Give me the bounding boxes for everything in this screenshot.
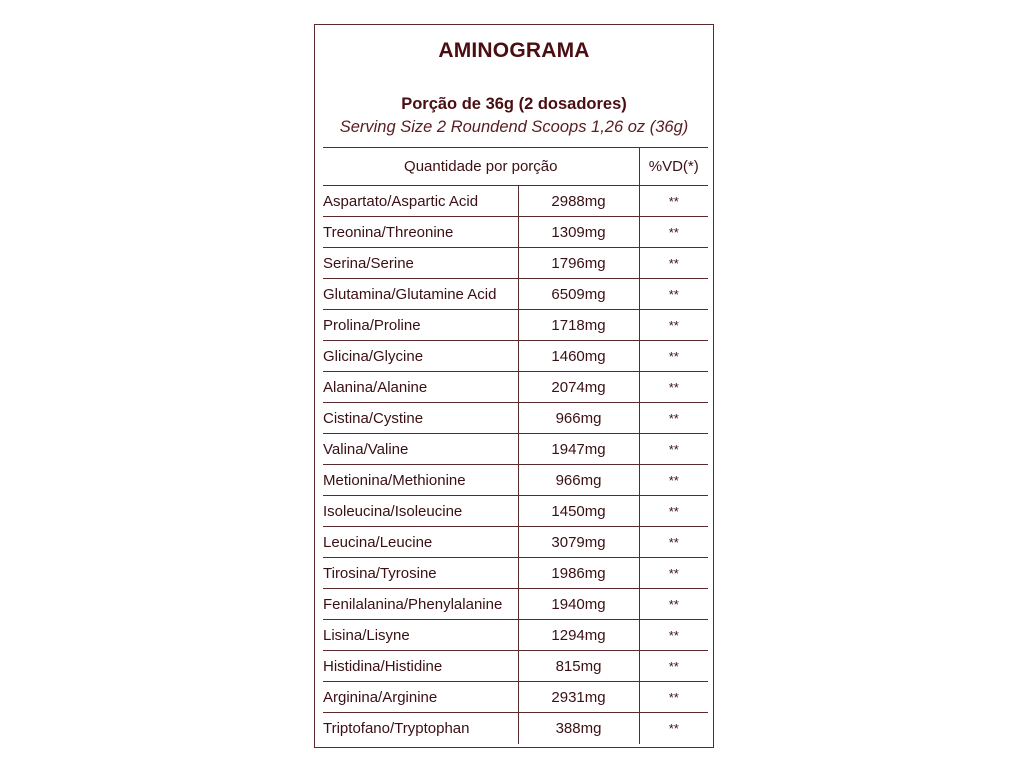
amino-acid-amount: 1718mg <box>518 310 639 341</box>
daily-value: ** <box>639 372 708 403</box>
amino-acid-amount: 3079mg <box>518 527 639 558</box>
amino-acid-name: Metionina/Methionine <box>323 465 518 496</box>
amino-acid-name: Glicina/Glycine <box>323 341 518 372</box>
table-row <box>323 589 708 620</box>
table-row <box>323 682 708 713</box>
daily-value: ** <box>639 248 708 279</box>
table-row <box>323 279 708 310</box>
amino-acid-amount: 2988mg <box>518 186 639 217</box>
daily-value: ** <box>639 620 708 651</box>
table-body <box>323 186 708 744</box>
daily-value: ** <box>639 279 708 310</box>
table-header-row <box>323 148 708 186</box>
daily-value: ** <box>639 465 708 496</box>
amino-acid-name: Tirosina/Tyrosine <box>323 558 518 589</box>
amino-acid-name: Glutamina/Glutamine Acid <box>323 279 518 310</box>
daily-value: ** <box>639 341 708 372</box>
table-row <box>323 310 708 341</box>
amino-acid-amount: 1796mg <box>518 248 639 279</box>
daily-value: ** <box>639 713 708 744</box>
daily-value: ** <box>639 651 708 682</box>
amino-acid-amount: 6509mg <box>518 279 639 310</box>
amino-acid-amount: 1309mg <box>518 217 639 248</box>
amino-acid-name: Leucina/Leucine <box>323 527 518 558</box>
amino-acid-name: Treonina/Threonine <box>323 217 518 248</box>
table-row <box>323 713 708 744</box>
amino-acid-amount: 1940mg <box>518 589 639 620</box>
amino-acid-amount: 1450mg <box>518 496 639 527</box>
table-row <box>323 341 708 372</box>
daily-value: ** <box>639 186 708 217</box>
table-row <box>323 434 708 465</box>
amino-acid-amount: 2931mg <box>518 682 639 713</box>
amino-acid-amount: 1294mg <box>518 620 639 651</box>
amino-acid-name: Fenilalanina/Phenylalanine <box>323 589 518 620</box>
daily-value: ** <box>639 527 708 558</box>
amino-acid-name: Aspartato/Aspartic Acid <box>323 186 518 217</box>
amino-acid-amount: 2074mg <box>518 372 639 403</box>
serving-size: Serving Size 2 Roundend Scoops 1,26 oz (36g) <box>339 118 689 136</box>
daily-value: ** <box>639 403 708 434</box>
label-title: AMINOGRAMA <box>438 39 590 62</box>
daily-value: ** <box>639 682 708 713</box>
table-row <box>323 217 708 248</box>
daily-value: ** <box>639 434 708 465</box>
amino-acid-amount: 966mg <box>518 403 639 434</box>
vd-header: %VD(*) <box>639 148 708 186</box>
daily-value: ** <box>639 310 708 341</box>
table-row <box>323 651 708 682</box>
amino-acid-amount: 815mg <box>518 651 639 682</box>
amino-acid-name: Prolina/Proline <box>323 310 518 341</box>
amino-acid-name: Cistina/Cystine <box>323 403 518 434</box>
table-row <box>323 465 708 496</box>
amino-acid-amount: 1460mg <box>518 341 639 372</box>
table-row <box>323 527 708 558</box>
amino-acid-amount: 1986mg <box>518 558 639 589</box>
daily-value: ** <box>639 558 708 589</box>
amino-acid-name: Alanina/Alanine <box>323 372 518 403</box>
table-row <box>323 186 708 217</box>
amino-acid-name: Valina/Valine <box>323 434 518 465</box>
table-row <box>323 248 708 279</box>
table-row <box>323 558 708 589</box>
table-row <box>323 620 708 651</box>
amino-acid-name: Arginina/Arginine <box>323 682 518 713</box>
amino-acid-amount: 966mg <box>518 465 639 496</box>
amino-acid-name: Histidina/Histidine <box>323 651 518 682</box>
table-row <box>323 403 708 434</box>
table-row <box>323 372 708 403</box>
aminogram-table <box>323 147 708 744</box>
amino-acid-name: Lisina/Lisyne <box>323 620 518 651</box>
amino-acid-name: Isoleucina/Isoleucine <box>323 496 518 527</box>
daily-value: ** <box>639 217 708 248</box>
aminogram-label <box>314 24 714 748</box>
amino-acid-name: Serina/Serine <box>323 248 518 279</box>
amino-acid-amount: 1947mg <box>518 434 639 465</box>
portion-size: Porção de 36g (2 dosadores) <box>401 95 627 113</box>
amino-acid-name: Triptofano/Tryptophan <box>323 713 518 744</box>
daily-value: ** <box>639 496 708 527</box>
table-row <box>323 496 708 527</box>
daily-value: ** <box>639 589 708 620</box>
quantity-header: Quantidade por porção <box>323 148 639 186</box>
amino-acid-amount: 388mg <box>518 713 639 744</box>
